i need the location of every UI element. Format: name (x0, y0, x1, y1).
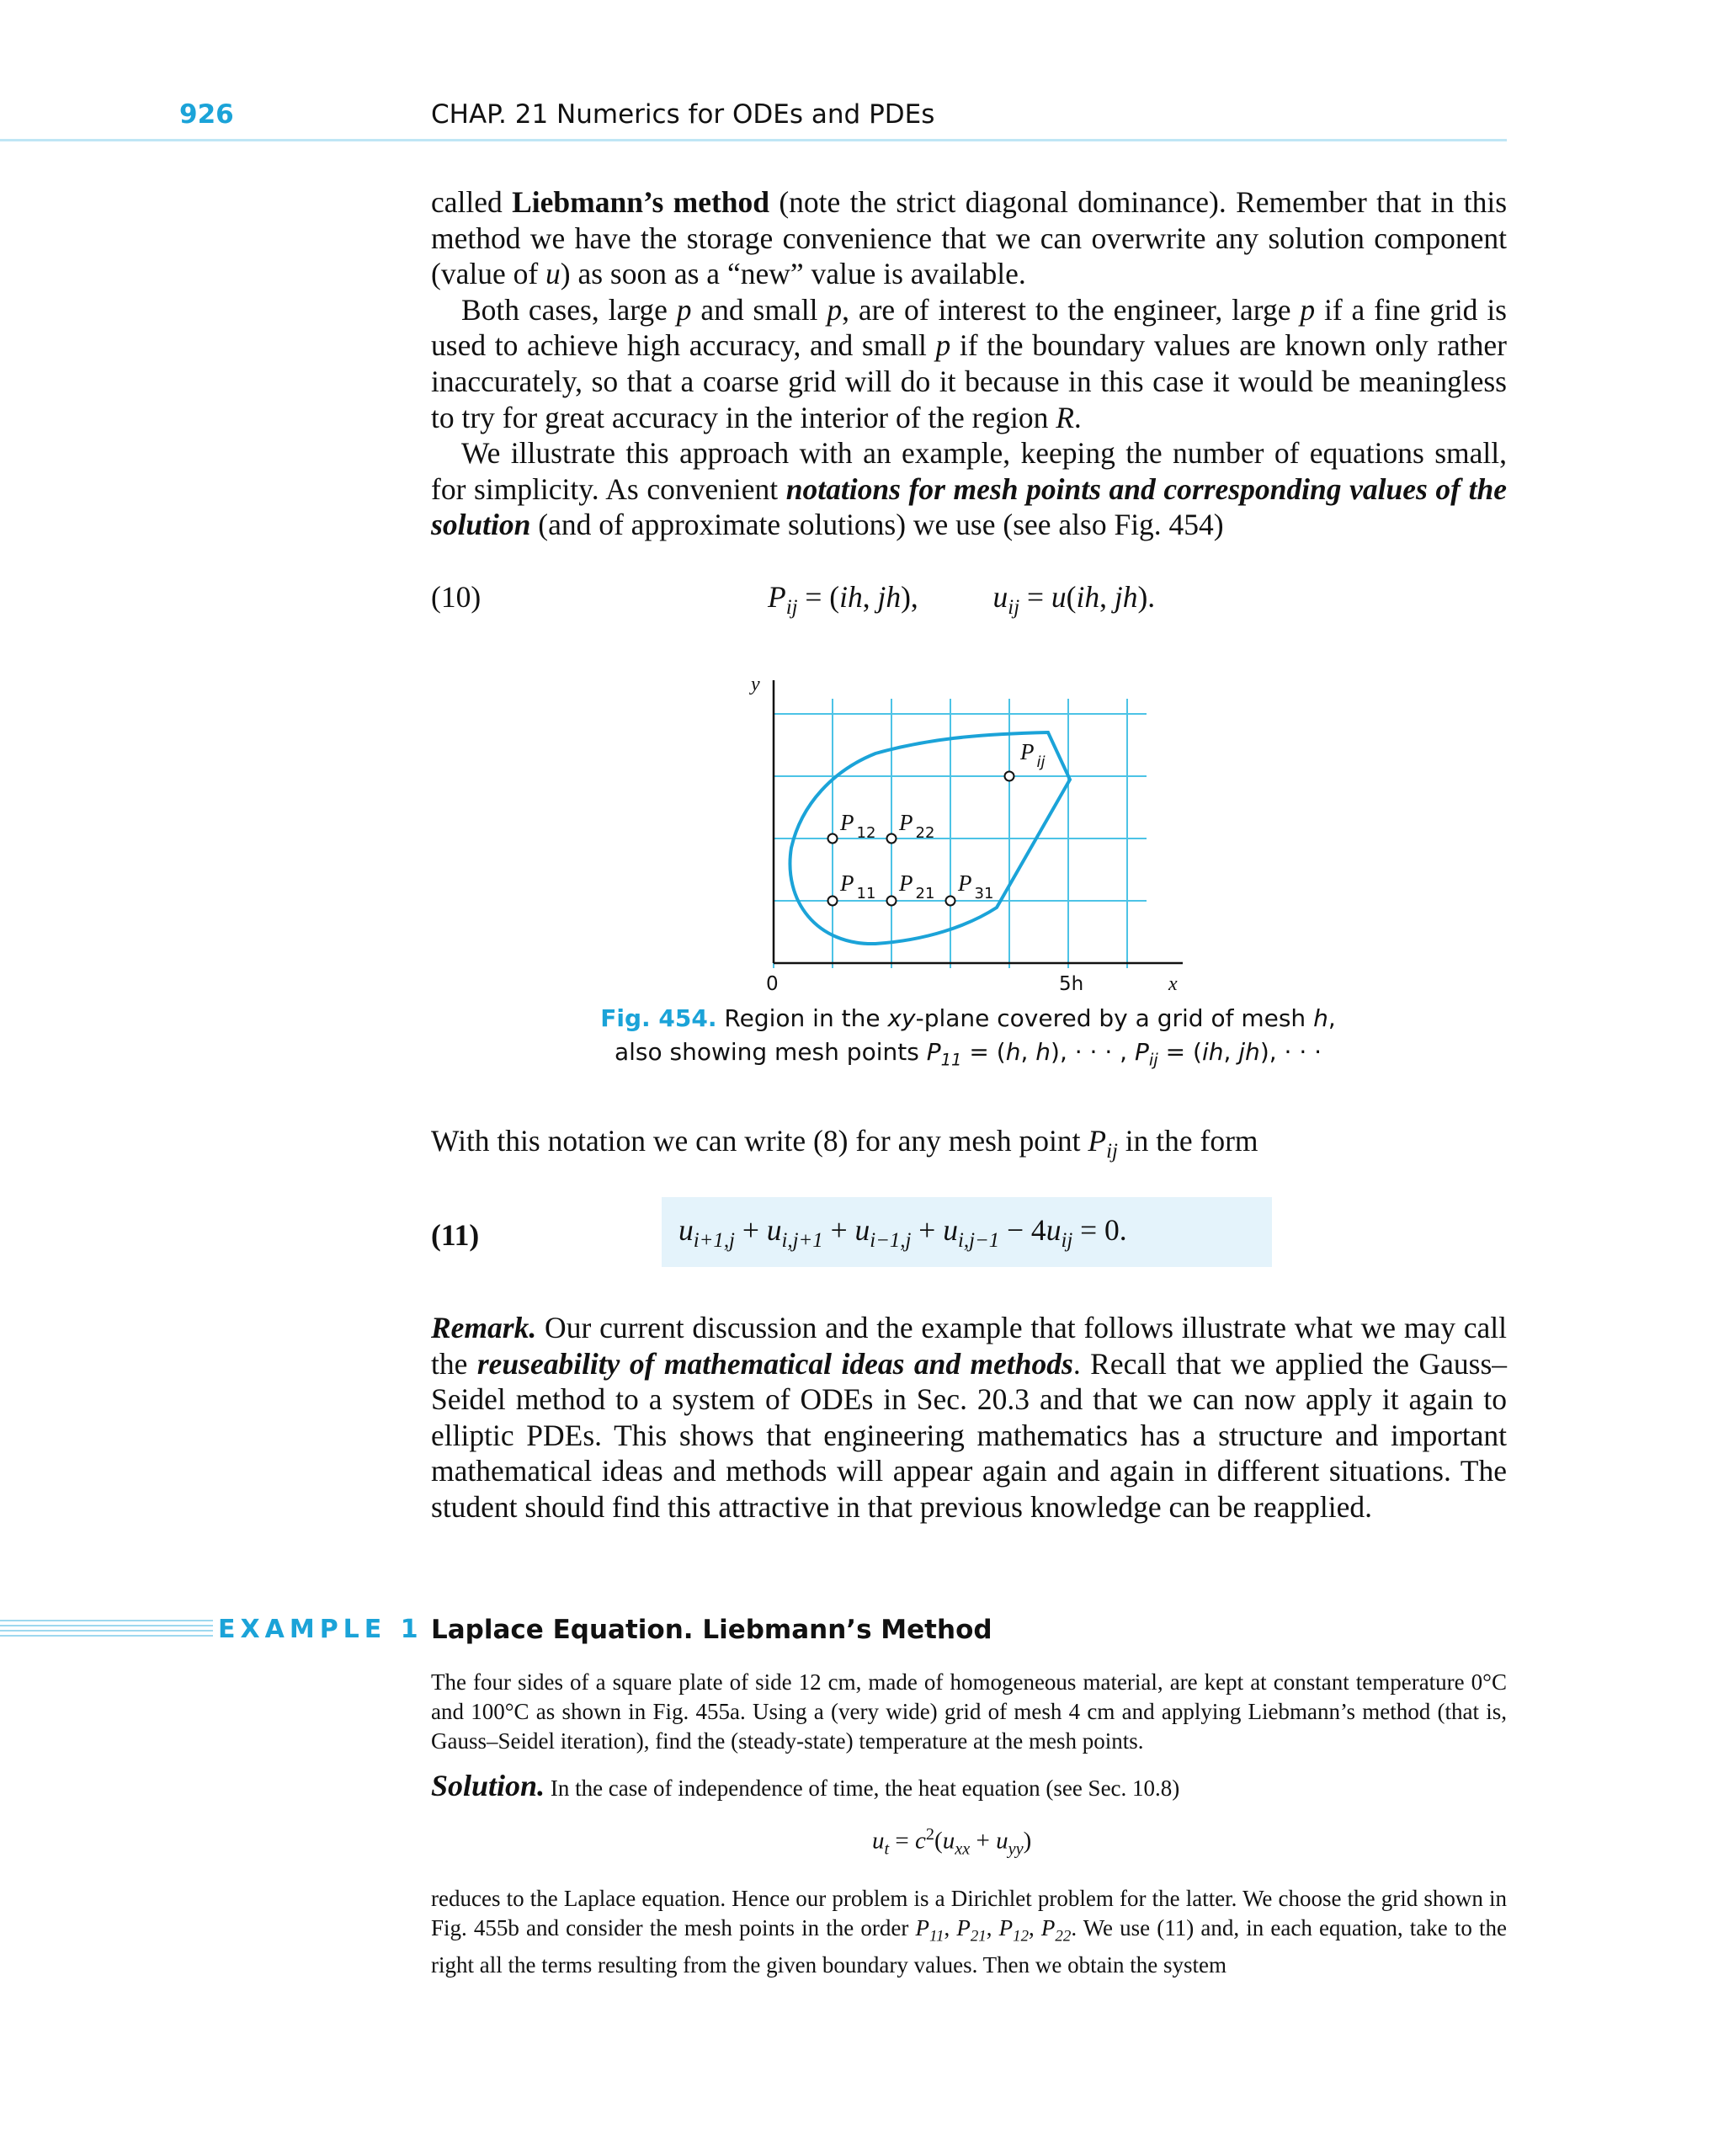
text-run: jh (1114, 580, 1138, 614)
text-run: notations for mesh points and corresponding values of the solution (431, 471, 1507, 542)
intro-paragraphs (431, 184, 1507, 543)
text-run: P (1040, 1915, 1056, 1940)
text-run: c (915, 1827, 926, 1855)
equation-11-number: (11) (431, 1218, 480, 1252)
text-run: , (1223, 1038, 1239, 1066)
text-run: i,j+1 (781, 1229, 823, 1253)
text-run: = (1019, 580, 1051, 614)
text-run: ) (1023, 1827, 1032, 1855)
text-run: P (956, 1915, 971, 1940)
text-run: = ( (1157, 1038, 1202, 1066)
page-number: 926 (179, 99, 234, 130)
text-run: P (768, 580, 786, 614)
text-run: in the form (1117, 1124, 1258, 1158)
final-paragraph (431, 1884, 1507, 1980)
text-run: (note the strict diagonal dominance). Remember that in this method we have the storage convenience that we can overwrite any solution component (value of (431, 185, 1508, 291)
label-p11: P $_{11}$ (840, 870, 876, 902)
text-run: 12 (1013, 1927, 1030, 1946)
example-label: EXAMPLE 1 (213, 1615, 423, 1644)
equation-10-number: (10) (431, 580, 482, 614)
text-run: u (872, 1827, 885, 1855)
chapter-title: CHAP. 21 Numerics for ODEs and PDEs (431, 99, 935, 130)
mesh-point-p31 (946, 897, 955, 906)
text-run: + (970, 1827, 997, 1855)
mesh-point-p21 (887, 897, 897, 906)
remark-paragraph (431, 1310, 1507, 1525)
text-run: , (1029, 1915, 1041, 1940)
text-run: 11 (929, 1927, 944, 1946)
text-run: reduces to the Laplace equation. Hence our problem is a Dirichlet problem for the latter. We choose the grid shown in Fig. 455b and consider the mesh points in the order (431, 1886, 1507, 1940)
solution-text (431, 1771, 1507, 1803)
text-run: Fig. 454. (600, 1004, 717, 1032)
text-run: = 0. (1072, 1213, 1127, 1247)
text-run: ) as soon as a “new” value is available. (560, 257, 1026, 291)
text-run: yy (1008, 1839, 1024, 1859)
remark-block (431, 1310, 1507, 1525)
text-run: u (854, 1213, 870, 1247)
text-run: also showing mesh points (614, 1038, 927, 1066)
text-run: , (1099, 580, 1115, 614)
label-p12: P $_{12}$ (840, 810, 876, 842)
x-tick-5h: 5h (1059, 973, 1084, 993)
text-run: u (678, 1213, 694, 1247)
text-run: u (545, 257, 561, 291)
text-run: 2 (925, 1825, 935, 1844)
paragraph-2 (431, 292, 1507, 435)
text-run: P (1088, 1124, 1107, 1158)
text-run: ij (1148, 1050, 1158, 1070)
text-run: ( (1066, 580, 1077, 614)
mesh-point-p11 (828, 897, 838, 906)
text-run: We illustrate this approach with an example, keeping the number of equations small, for simplicity. As convenient (431, 436, 1507, 506)
text-run: p (676, 292, 692, 327)
label-p21: P $_{21}$ (899, 870, 935, 902)
text-run: u (943, 1213, 958, 1247)
text-run: i+1,j (693, 1229, 735, 1253)
paragraph-4 (431, 1123, 1507, 1170)
text-run: ij (785, 596, 798, 620)
text-run: called (431, 185, 513, 219)
example-statement (431, 1668, 1507, 1756)
text-run: , (986, 1915, 999, 1940)
example-text (431, 1668, 1507, 1756)
text-run: Region in the (716, 1004, 888, 1032)
text-run: reuseability of mathematical ideas and methods (476, 1346, 1073, 1381)
text-run: if the boundary values are known only rather inaccurately, so that a coarse grid will do it because in this case it would be meaningless to try for great accuracy in the interior of the region (431, 328, 1507, 434)
text-run: u (942, 1827, 955, 1855)
mesh-point-p22 (887, 834, 897, 844)
mesh-point-pij (1005, 772, 1014, 781)
text-run: t (884, 1839, 890, 1859)
text-run: . (1073, 400, 1082, 434)
text-run: Remark. (431, 1311, 537, 1344)
text-run: Solution. (431, 1769, 545, 1802)
text-run: p (935, 328, 951, 363)
text-run: , (862, 580, 878, 614)
text-run: P (998, 1915, 1014, 1940)
text-run: = ( (797, 580, 840, 614)
notation-sentence (431, 1123, 1507, 1170)
text-run: . Recall that we applied the Gauss–Seidel method to a system of ODEs in Sec. 20.3 and that we can now apply it again to elliptic PDEs. This shows that engineering mathematics has a structure and important mathematical ideas and methods will appear again and again in different situations. The student should find this attractive in that previous knowledge can be reapplied. (431, 1346, 1508, 1524)
example-title: Laplace Equation. Liebmann’s Method (431, 1615, 992, 1645)
text-run: + (822, 1213, 855, 1247)
equation-10 (768, 579, 1155, 620)
text-run: . We use (11) and, in each equation, take to the right all the terms resulting from the given boundary values. Then we obtain the system (431, 1915, 1508, 1978)
label-p31: P $_{31}$ (958, 870, 994, 902)
text-run: ( (934, 1827, 943, 1855)
text-run: h (1035, 1038, 1051, 1066)
text-run: Both cases, large (461, 292, 677, 327)
page-header (0, 99, 1507, 143)
text-run: u (992, 580, 1008, 614)
text-run: ), (901, 580, 993, 614)
paragraph-3 (431, 435, 1507, 543)
text-run: u (1051, 580, 1067, 614)
text-run: P (915, 1915, 929, 1940)
figure-caption (589, 1002, 1347, 1078)
text-run: ij (1106, 1140, 1118, 1163)
label-p22: P $_{22}$ (899, 810, 935, 842)
text-run: p (827, 292, 843, 327)
text-run: , (944, 1915, 957, 1940)
text-run: (and of approximate solutions) we use (see also Fig. 454) (530, 508, 1224, 542)
figure-454 (724, 673, 1482, 993)
text-run: i−1,j (870, 1229, 912, 1253)
axes (774, 680, 1183, 963)
text-run: + (734, 1213, 767, 1247)
text-run: In the case of independence of time, the heat equation (see Sec. 10.8) (545, 1775, 1180, 1801)
text-run: + (911, 1213, 944, 1247)
text-run: ih (839, 580, 863, 614)
text-run: and small (691, 292, 827, 327)
text-run: ih (1201, 1038, 1224, 1066)
final-text (431, 1884, 1507, 1980)
text-run: , (1328, 1004, 1336, 1032)
text-run: ), · · · , (1051, 1038, 1135, 1066)
mesh-point-p12 (828, 834, 838, 844)
text-run: u (766, 1213, 782, 1247)
text-run: , are of interest to the engineer, large (842, 292, 1301, 327)
solution-intro (431, 1771, 1507, 1803)
text-run: xx (955, 1839, 971, 1859)
text-run: ). (1137, 580, 1156, 614)
equation-11 (678, 1212, 1127, 1253)
text-run: = ( (961, 1038, 1006, 1066)
text-run: P (926, 1038, 941, 1066)
text-run: Our current discussion and the example that follows illustrate what we may call the (431, 1311, 1507, 1381)
text-run: R (1056, 400, 1074, 434)
header-rule (0, 139, 1507, 141)
text-run: -plane covered by a grid of mesh (915, 1004, 1314, 1032)
text-run: − 4 (999, 1213, 1046, 1247)
text-run: jh (1238, 1038, 1260, 1066)
text-run: u (1046, 1213, 1062, 1247)
text-run: h (1005, 1038, 1021, 1066)
text-run: Liebmann’s method (512, 185, 770, 219)
origin-label: 0 (766, 973, 779, 993)
text-run: jh (877, 580, 902, 614)
text-run: , (1020, 1038, 1036, 1066)
text-run: P (1134, 1038, 1149, 1066)
text-run: xy (887, 1004, 916, 1032)
text-run: = (889, 1827, 915, 1855)
x-axis-label: x (1168, 973, 1178, 993)
text-run: u (996, 1827, 1008, 1855)
y-axis-label: y (751, 673, 760, 695)
heat-equation (872, 1825, 1031, 1859)
text-run: ih (1076, 580, 1100, 614)
text-run: The four sides of a square plate of side 12 cm, made of homogeneous material, are kept at constant temperature 0°C and 100°C as shown in Fig. 455a. Using a (very wide) grid of mesh 4 cm and applying Liebmann’s method (that is, Gauss–Seidel iteration), find the (steady-state) temperature at the mesh points. (431, 1669, 1507, 1754)
text-run: 11 (940, 1050, 962, 1070)
paragraph-1 (431, 184, 1507, 292)
text-run: 21 (970, 1927, 987, 1946)
text-run: i,j−1 (957, 1229, 1000, 1253)
text-run: if a fine grid is used to achieve high accuracy, and small (431, 292, 1507, 363)
text-run: ij (1008, 596, 1020, 620)
text-run: ij (1061, 1229, 1073, 1253)
text-run: p (1300, 292, 1316, 327)
text-run: h (1313, 1004, 1328, 1032)
label-pij: P $_{ij}$ (1020, 739, 1046, 771)
text-run: ), · · · (1259, 1038, 1322, 1066)
text-run: 22 (1055, 1927, 1072, 1946)
text-run: With this notation we can write (8) for any mesh point (431, 1124, 1088, 1158)
